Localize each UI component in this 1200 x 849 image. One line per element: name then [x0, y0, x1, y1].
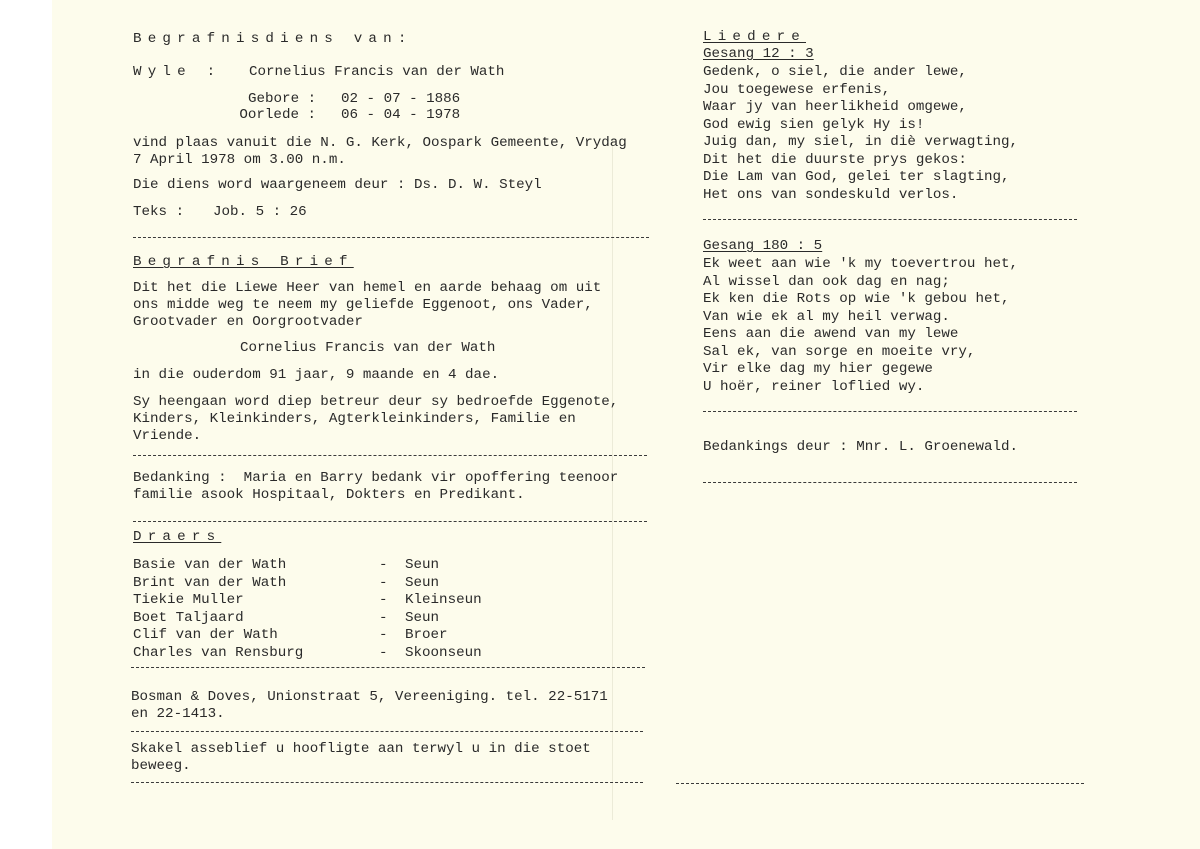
bearer-name: Clif van der Wath — [133, 627, 278, 643]
bearer-separator: - — [379, 644, 388, 661]
divider — [703, 219, 1077, 220]
deceased-name: Cornelius Francis van der Wath — [249, 64, 505, 80]
service-heading: Begrafnisdiens van: — [133, 31, 413, 47]
verse-line: Waar jy van heerlikheid omgewe, — [703, 99, 967, 115]
died-date: 06 - 04 - 1978 — [341, 107, 461, 123]
letter-line-3: Grootvader en Oorgrootvader — [133, 314, 363, 330]
scripture-reference: Job. 5 : 26 — [213, 204, 307, 220]
thanks-line-1: Bedanking : Maria en Barry bedank vir opoffering teenoor — [133, 470, 619, 486]
bearer-separator: - — [379, 557, 388, 573]
thanks-by: Bedankings deur : Mnr. L. Groenewald. — [703, 439, 1019, 455]
notice-line-2: beweeg. — [131, 758, 191, 774]
venue-line-1: vind plaas vanuit die N. G. Kerk, Oospark Gemeente, Vrydag — [133, 135, 627, 151]
notice-line-1: Skakel asseblief u hoofligte aan terwyl u in die stoet — [131, 741, 591, 757]
bearer-relation: Seun — [405, 557, 440, 573]
verse-line: Gedenk, o siel, die ander lewe, — [703, 64, 967, 80]
verse-line: Van wie ek al my heil verwag. — [703, 308, 950, 325]
letter-line-1: Dit het die Liewe Heer van hemel en aarde behaag om uit — [133, 280, 602, 296]
verse-line: Sal ek, van sorge en moeite vry, — [703, 343, 976, 360]
bearer-name: Charles van Rensburg — [133, 644, 304, 661]
wyle-label: Wyle : — [133, 64, 222, 80]
bearer-separator: - — [379, 609, 388, 626]
divider — [131, 667, 645, 668]
mourners-line-2: Kinders, Kleinkinders, Agterkleinkinders, Familie en — [133, 411, 576, 427]
bearer-relation: Seun — [405, 609, 440, 626]
divider — [703, 482, 1077, 483]
officiant: Die diens word waargeneem deur : Ds. D. W. Steyl — [133, 177, 542, 193]
hymn-2-title: Gesang 180 : 5 — [703, 238, 823, 254]
hymn-1-title: Gesang 12 : 3 — [703, 46, 814, 62]
mourners-line-1: Sy heengaan word diep betreur deur sy bedroefde Eggenote, — [133, 394, 619, 410]
divider — [133, 521, 647, 522]
undertaker-line-1: Bosman & Doves, Unionstraat 5, Vereeniging. tel. 22-5171 — [131, 689, 608, 705]
bearer-name: Boet Taljaard — [133, 609, 244, 626]
born-date: 02 - 07 - 1886 — [341, 91, 461, 107]
verse-line: Die Lam van God, gelei ter slagting, — [703, 169, 1010, 185]
died-label: Oorlede : — [239, 107, 316, 123]
divider — [676, 783, 1084, 784]
songs-heading: Liedere — [703, 29, 806, 45]
undertaker-line-2: en 22-1413. — [131, 706, 225, 722]
letter-line-2: ons midde weg te neem my geliefde Eggenoot, ons Vader, — [133, 297, 593, 313]
verse-line: Dit het die duurste prys gekos: — [703, 151, 967, 168]
verse-line: Eens aan die awend van my lewe — [703, 326, 959, 342]
bearer-relation: Skoonseun — [405, 644, 482, 661]
bearer-name: Basie van der Wath — [133, 557, 287, 573]
verse-line: Jou toegewese erfenis, — [703, 81, 891, 98]
verse-line: Juig dan, my siel, in diè verwagting, — [703, 134, 1019, 150]
divider — [131, 782, 643, 783]
divider — [133, 237, 649, 238]
letter-heading: Begrafnis Brief — [133, 254, 354, 270]
verse-line: Het ons van sondeskuld verlos. — [703, 186, 959, 203]
verse-line: Ek weet aan wie 'k my toevertrou het, — [703, 256, 1019, 272]
thanks-line-2: familie asook Hospitaal, Dokters en Predikant. — [133, 487, 525, 503]
bearer-relation: Seun — [405, 574, 440, 591]
age-line: in die ouderdom 91 jaar, 9 maande en 4 dae. — [133, 367, 500, 383]
verse-line: Al wissel dan ook dag en nag; — [703, 273, 950, 290]
bearer-separator: - — [379, 627, 388, 643]
bearer-relation: Broer — [405, 627, 448, 643]
divider — [131, 731, 643, 732]
venue-line-2: 7 April 1978 om 3.00 n.m. — [133, 152, 346, 168]
divider — [703, 411, 1077, 412]
bearer-relation: Kleinseun — [405, 592, 482, 608]
bearer-separator: - — [379, 574, 388, 591]
verse-line: Ek ken die Rots op wie 'k gebou het, — [703, 291, 1010, 307]
bearer-name: Tiekie Muller — [133, 592, 244, 608]
bearers-heading: Draers — [133, 529, 222, 545]
born-label: Gebore : — [248, 91, 317, 107]
verse-line: Vir elke dag my hier gegewe — [703, 361, 933, 377]
text-label: Teks : — [133, 204, 185, 220]
divider — [133, 455, 647, 456]
letter-deceased-name: Cornelius Francis van der Wath — [240, 340, 496, 356]
mourners-line-3: Vriende. — [133, 428, 202, 444]
verse-line: U hoër, reiner loflied wy. — [703, 378, 925, 395]
bearer-separator: - — [379, 592, 388, 608]
bearer-name: Brint van der Wath — [133, 574, 287, 591]
verse-line: God ewig sien gelyk Hy is! — [703, 116, 925, 133]
